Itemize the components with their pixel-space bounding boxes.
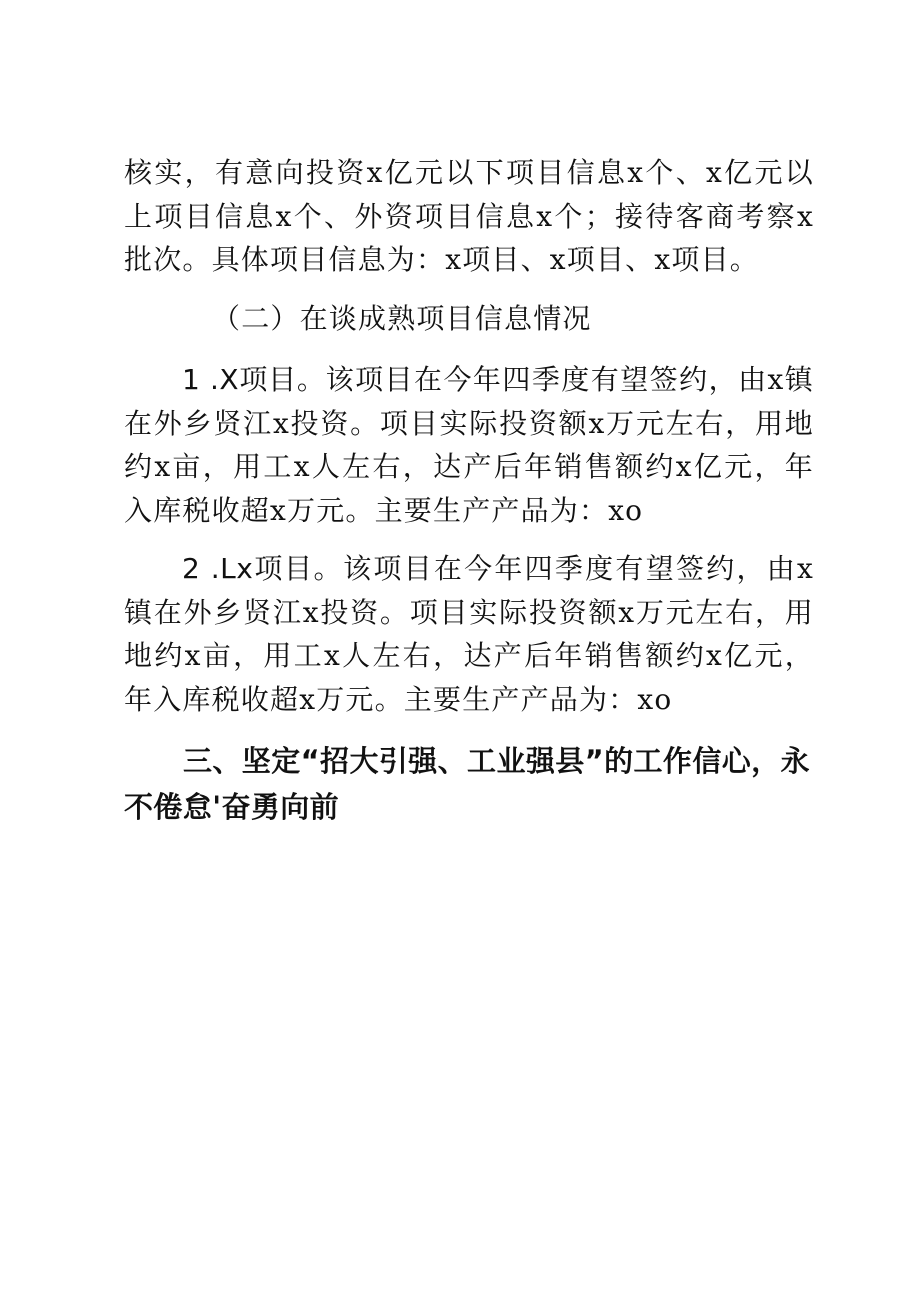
project-item-1-body: 该项目在今年四季度有望签约，由x镇在外乡贤江x投资。项目实际投资额x万元左右，用地约x亩，用工x人左右，达产后年销售额约x亿元，年入库税收超x万元。主要生产产品为：xo <box>124 363 814 527</box>
section-heading-three: 三、坚定“招大引强、工业强县”的工作信心，永不倦怠'奋勇向前 <box>124 744 810 824</box>
subheading-projects-in-negotiation: （二）在谈成熟项目信息情况 <box>212 302 592 335</box>
paragraph-investment-summary: 核实，有意向投资x亿元以下项目信息x个、x亿元以上项目信息x个、外资项目信息x个；接待客商考察x批次。具体项目信息为：x项目、x项目、x项目。 <box>124 156 814 276</box>
project-item-2-body: 该项目在今年四季度有望签约，由x镇在外乡贤江x投资。项目实际投资额x万元左右，用地约x亩，用工x人左右，达产后年销售额约x亿元，年入库税收超x万元。主要生产产品为：xo <box>124 552 814 716</box>
project-item-1 <box>124 358 814 532</box>
project-item-1-title: 1 .X项目。 <box>182 363 326 396</box>
project-item-2 <box>124 547 814 721</box>
project-item-2-title: 2 .Lx项目。 <box>182 552 344 585</box>
